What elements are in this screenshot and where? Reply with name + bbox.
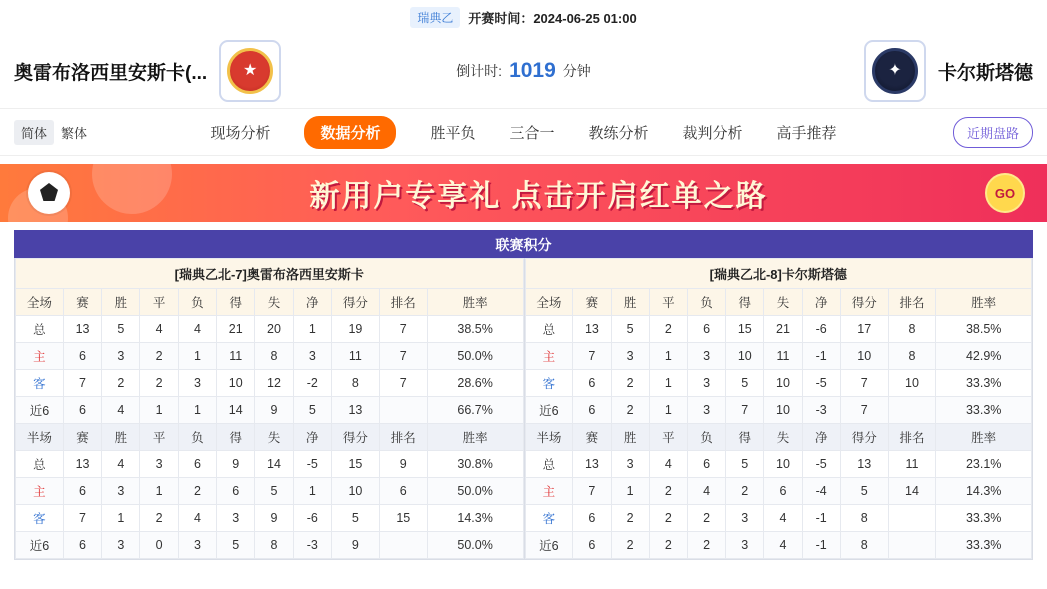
- cell: 0: [140, 532, 178, 559]
- col-goals-against: 失: [255, 289, 293, 316]
- home-crest-circle: [227, 48, 273, 94]
- cell: 11: [888, 451, 936, 478]
- cell: 38.5%: [427, 316, 523, 343]
- col-goal-diff: 净: [293, 289, 331, 316]
- cell: 7: [379, 316, 427, 343]
- col-played: 赛: [573, 289, 611, 316]
- row-label: 近6: [525, 397, 573, 424]
- cell: 12: [255, 370, 293, 397]
- cell: 6: [63, 343, 101, 370]
- cell: 17: [840, 316, 888, 343]
- cell: 8: [331, 370, 379, 397]
- cell: 10: [888, 370, 936, 397]
- cell: 13: [63, 451, 101, 478]
- home-stats-table: [15, 258, 524, 559]
- cell: 2: [611, 397, 649, 424]
- promo-banner[interactable]: [0, 164, 1047, 222]
- cell: -6: [293, 505, 331, 532]
- standings-tables: [14, 258, 1033, 560]
- cell: 7: [840, 370, 888, 397]
- col-win-half: 胜: [102, 424, 140, 451]
- col-goals-for-half: 得: [217, 424, 255, 451]
- cell: 8: [840, 532, 888, 559]
- col-lose-half: 负: [687, 424, 725, 451]
- table-row: [525, 316, 1032, 343]
- table-row: [525, 505, 1032, 532]
- cell: 10: [217, 370, 255, 397]
- cell: 7: [379, 343, 427, 370]
- cell: 3: [102, 343, 140, 370]
- top-info-bar: [0, 0, 1047, 34]
- cell: 2: [178, 478, 216, 505]
- cell: 1: [611, 478, 649, 505]
- cell: [379, 532, 427, 559]
- table-row: [16, 478, 524, 505]
- table-row: [16, 316, 524, 343]
- col-win-rate: 胜率: [936, 289, 1032, 316]
- cell: 2: [140, 505, 178, 532]
- cell: 42.9%: [936, 343, 1032, 370]
- tab-expert-picks[interactable]: 高手推荐: [776, 124, 837, 142]
- away-team-header: [瑞典乙北-8]卡尔斯塔德: [525, 259, 1032, 289]
- away-team[interactable]: [864, 40, 1033, 102]
- cell: 3: [611, 343, 649, 370]
- cell: 3: [217, 505, 255, 532]
- col-draw-half: 平: [649, 424, 687, 451]
- col-goals-for-half: 得: [726, 424, 764, 451]
- cell: 5: [102, 316, 140, 343]
- cell: 5: [255, 478, 293, 505]
- cell: 6: [63, 532, 101, 559]
- row-label: 主: [525, 343, 573, 370]
- row-label: 主: [16, 343, 64, 370]
- col-points-half: 得分: [840, 424, 888, 451]
- cell: 4: [102, 451, 140, 478]
- row-label: 近6: [16, 532, 64, 559]
- table-row: [525, 343, 1032, 370]
- col-scope-half: 半场: [16, 424, 64, 451]
- home-team-header: [瑞典乙北-7]奥雷布洛西里安斯卡: [16, 259, 524, 289]
- cell: 10: [331, 478, 379, 505]
- col-draw-half: 平: [140, 424, 178, 451]
- cell: 5: [726, 370, 764, 397]
- cell: 6: [63, 478, 101, 505]
- cell: 1: [102, 505, 140, 532]
- cell: 6: [573, 532, 611, 559]
- cell: 3: [178, 370, 216, 397]
- cell: 3: [687, 370, 725, 397]
- cell: 2: [611, 532, 649, 559]
- cell: 11: [764, 343, 802, 370]
- cell: 9: [331, 532, 379, 559]
- cell: 4: [764, 532, 802, 559]
- cell: 2: [687, 505, 725, 532]
- cell: 6: [63, 397, 101, 424]
- cell: 8: [255, 532, 293, 559]
- col-scope-half: 半场: [525, 424, 573, 451]
- cell: 33.3%: [936, 370, 1032, 397]
- cell: 19: [331, 316, 379, 343]
- cell: 1: [178, 343, 216, 370]
- cell: 1: [293, 478, 331, 505]
- countdown-value: 1019: [509, 59, 556, 82]
- cell: 4: [687, 478, 725, 505]
- cell: [888, 532, 936, 559]
- away-team-name: 卡尔斯塔德: [937, 62, 1033, 84]
- cell: 3: [102, 532, 140, 559]
- cell: 6: [178, 451, 216, 478]
- cell: 3: [726, 505, 764, 532]
- row-label: 总: [16, 451, 64, 478]
- tab-live-analysis[interactable]: 现场分析: [210, 124, 271, 142]
- cell: 5: [611, 316, 649, 343]
- cell: 6: [573, 397, 611, 424]
- cell: 13: [331, 397, 379, 424]
- cell: 30.8%: [427, 451, 523, 478]
- nav-items: [0, 116, 1047, 149]
- cell: 13: [573, 316, 611, 343]
- cell: 13: [840, 451, 888, 478]
- kickoff-time: 开赛时间：2024-06-25 01:00: [468, 10, 637, 26]
- table-row: [525, 532, 1032, 559]
- cell: 6: [687, 316, 725, 343]
- cell: 6: [379, 478, 427, 505]
- col-goals-against-half: 失: [764, 424, 802, 451]
- lang-simplified[interactable]: 简体: [14, 120, 54, 145]
- cell: 8: [888, 316, 936, 343]
- away-crest-inner: ✦: [888, 62, 902, 79]
- cell: 14: [888, 478, 936, 505]
- col-goals-against-half: 失: [255, 424, 293, 451]
- cell: 7: [63, 505, 101, 532]
- league-standings-section: [0, 222, 1047, 560]
- cell: 7: [726, 397, 764, 424]
- cell: 9: [255, 397, 293, 424]
- cell: 8: [255, 343, 293, 370]
- main-nav: [0, 108, 1047, 156]
- col-scope: 全场: [16, 289, 64, 316]
- col-played-half: 赛: [63, 424, 101, 451]
- home-team[interactable]: [14, 40, 281, 102]
- cell: 9: [255, 505, 293, 532]
- cell: 28.6%: [427, 370, 523, 397]
- cell: 2: [140, 370, 178, 397]
- cell: 5: [840, 478, 888, 505]
- row-label: 客: [525, 370, 573, 397]
- tab-three-in-one[interactable]: 三合一: [509, 124, 555, 142]
- home-standings-table: [15, 258, 524, 559]
- cell: 6: [687, 451, 725, 478]
- away-team-header-row: [525, 259, 1032, 289]
- teams-row: [0, 34, 1047, 108]
- cell: 15: [726, 316, 764, 343]
- countdown-unit: 分钟: [562, 63, 591, 79]
- row-label: 主: [16, 478, 64, 505]
- cell: [888, 397, 936, 424]
- table-row: [16, 397, 524, 424]
- cell: 1: [649, 397, 687, 424]
- cell: 1: [178, 397, 216, 424]
- cell: 3: [102, 478, 140, 505]
- cell: 4: [764, 505, 802, 532]
- cell: 33.3%: [936, 397, 1032, 424]
- cell: 2: [140, 343, 178, 370]
- cell: 6: [573, 370, 611, 397]
- league-badge: 瑞典乙: [410, 7, 460, 28]
- cell: 66.7%: [427, 397, 523, 424]
- cell: 2: [611, 505, 649, 532]
- cell: 6: [217, 478, 255, 505]
- cell: 11: [331, 343, 379, 370]
- promo-go-button[interactable]: GO: [985, 173, 1025, 213]
- col-win-half: 胜: [611, 424, 649, 451]
- cell: -1: [802, 532, 840, 559]
- row-label: 总: [525, 316, 573, 343]
- countdown-label: 倒计时:: [456, 63, 503, 79]
- table-row: [525, 451, 1032, 478]
- cell: 50.0%: [427, 478, 523, 505]
- cell: 2: [687, 532, 725, 559]
- cell: 3: [726, 532, 764, 559]
- col-goal-diff: 净: [802, 289, 840, 316]
- col-lose: 负: [178, 289, 216, 316]
- cell: 38.5%: [936, 316, 1032, 343]
- cell: 3: [611, 451, 649, 478]
- cell: 2: [649, 505, 687, 532]
- cell: 1: [293, 316, 331, 343]
- cell: -4: [802, 478, 840, 505]
- cell: 14.3%: [936, 478, 1032, 505]
- home-half-header-row: [16, 424, 524, 451]
- col-rank-half: 排名: [888, 424, 936, 451]
- cell: 8: [888, 343, 936, 370]
- cell: 5: [217, 532, 255, 559]
- cell: 3: [687, 397, 725, 424]
- cell: 1: [649, 343, 687, 370]
- cell: 8: [840, 505, 888, 532]
- tab-referee-analysis[interactable]: 裁判分析: [682, 124, 743, 142]
- promo-banner-text: 新用户专享礼 点击开启红单之路: [309, 180, 768, 213]
- row-label: 客: [525, 505, 573, 532]
- cell: 4: [178, 505, 216, 532]
- cell: 10: [764, 370, 802, 397]
- cell: 10: [764, 397, 802, 424]
- col-goals-for: 得: [726, 289, 764, 316]
- tab-coach-analysis[interactable]: 教练分析: [588, 124, 649, 142]
- col-win-rate-half: 胜率: [936, 424, 1032, 451]
- cell: -5: [802, 451, 840, 478]
- cell: 1: [649, 370, 687, 397]
- cell: 1: [140, 478, 178, 505]
- cell: 1: [140, 397, 178, 424]
- away-stats-table: [525, 258, 1033, 559]
- away-full-header-row: [525, 289, 1032, 316]
- home-crest-inner: ★: [243, 62, 258, 79]
- cell: -6: [802, 316, 840, 343]
- col-points-half: 得分: [331, 424, 379, 451]
- cell: -5: [802, 370, 840, 397]
- col-lose: 负: [687, 289, 725, 316]
- table-row: [525, 370, 1032, 397]
- col-win-rate: 胜率: [427, 289, 523, 316]
- col-lose-half: 负: [178, 424, 216, 451]
- cell: 20: [255, 316, 293, 343]
- table-row: [16, 370, 524, 397]
- home-team-name: 奥雷布洛西里安斯卡(...: [14, 62, 208, 84]
- cell: 3: [293, 343, 331, 370]
- row-label: 客: [16, 370, 64, 397]
- row-label: 总: [16, 316, 64, 343]
- col-points: 得分: [840, 289, 888, 316]
- away-team-crest-icon: [864, 40, 926, 102]
- cell: -1: [802, 505, 840, 532]
- cell: -2: [293, 370, 331, 397]
- cell: 4: [649, 451, 687, 478]
- cell: 14.3%: [427, 505, 523, 532]
- cell: 7: [379, 370, 427, 397]
- cell: 2: [649, 478, 687, 505]
- cell: 5: [726, 451, 764, 478]
- cell: 33.3%: [936, 532, 1032, 559]
- cell: 3: [140, 451, 178, 478]
- cell: 3: [178, 532, 216, 559]
- cell: 23.1%: [936, 451, 1032, 478]
- cell: 6: [764, 478, 802, 505]
- cell: [379, 397, 427, 424]
- cell: 5: [293, 397, 331, 424]
- col-played: 赛: [63, 289, 101, 316]
- cell: [888, 505, 936, 532]
- cell: 5: [331, 505, 379, 532]
- row-label: 总: [525, 451, 573, 478]
- cell: 2: [649, 532, 687, 559]
- row-label: 近6: [16, 397, 64, 424]
- cell: -3: [293, 532, 331, 559]
- col-rank: 排名: [379, 289, 427, 316]
- col-goal-diff-half: 净: [293, 424, 331, 451]
- cell: 10: [840, 343, 888, 370]
- cell: 4: [178, 316, 216, 343]
- col-draw: 平: [649, 289, 687, 316]
- cell: 7: [573, 343, 611, 370]
- cell: 7: [840, 397, 888, 424]
- row-label: 客: [16, 505, 64, 532]
- cell: 4: [102, 397, 140, 424]
- cell: 21: [764, 316, 802, 343]
- table-row: [16, 451, 524, 478]
- cell: 50.0%: [427, 532, 523, 559]
- cell: 7: [573, 478, 611, 505]
- col-goals-against: 失: [764, 289, 802, 316]
- table-row: [16, 532, 524, 559]
- col-draw: 平: [140, 289, 178, 316]
- home-team-crest-icon: [219, 40, 281, 102]
- table-row: [525, 478, 1032, 505]
- recent-odds-button[interactable]: 近期盘路: [953, 117, 1033, 148]
- cell: 9: [379, 451, 427, 478]
- col-rank-half: 排名: [379, 424, 427, 451]
- cell: 13: [63, 316, 101, 343]
- cell: 9: [217, 451, 255, 478]
- lang-traditional[interactable]: 繁体: [61, 125, 88, 141]
- cell: 2: [611, 370, 649, 397]
- tab-data-analysis[interactable]: 数据分析: [304, 116, 396, 149]
- cell: -3: [802, 397, 840, 424]
- cell: 7: [63, 370, 101, 397]
- standings-title: 联赛积分: [14, 230, 1033, 258]
- cell: 10: [726, 343, 764, 370]
- cell: 2: [102, 370, 140, 397]
- col-scope: 全场: [525, 289, 573, 316]
- col-win: 胜: [611, 289, 649, 316]
- cell: 3: [687, 343, 725, 370]
- cell: -1: [802, 343, 840, 370]
- cell: -5: [293, 451, 331, 478]
- cell: 15: [331, 451, 379, 478]
- away-half-header-row: [525, 424, 1032, 451]
- cell: 21: [217, 316, 255, 343]
- soccer-ball-icon: [28, 172, 70, 214]
- cell: 14: [255, 451, 293, 478]
- home-full-header-row: [16, 289, 524, 316]
- tab-win-draw-lose[interactable]: 胜平负: [430, 124, 476, 142]
- col-goals-for: 得: [217, 289, 255, 316]
- cell: 4: [140, 316, 178, 343]
- row-label: 主: [525, 478, 573, 505]
- cell: 2: [649, 316, 687, 343]
- cell: 6: [573, 505, 611, 532]
- cell: 13: [573, 451, 611, 478]
- cell: 33.3%: [936, 505, 1032, 532]
- cell: 10: [764, 451, 802, 478]
- cell: 2: [726, 478, 764, 505]
- away-standings-table: [524, 258, 1033, 559]
- row-label: 近6: [525, 532, 573, 559]
- table-row: [525, 397, 1032, 424]
- col-played-half: 赛: [573, 424, 611, 451]
- col-goal-diff-half: 净: [802, 424, 840, 451]
- col-points: 得分: [331, 289, 379, 316]
- cell: 11: [217, 343, 255, 370]
- cell: 15: [379, 505, 427, 532]
- cell: 50.0%: [427, 343, 523, 370]
- home-team-header-row: [16, 259, 524, 289]
- cell: 14: [217, 397, 255, 424]
- col-rank: 排名: [888, 289, 936, 316]
- col-win: 胜: [102, 289, 140, 316]
- away-crest-circle: [872, 48, 918, 94]
- col-win-rate-half: 胜率: [427, 424, 523, 451]
- table-row: [16, 505, 524, 532]
- table-row: [16, 343, 524, 370]
